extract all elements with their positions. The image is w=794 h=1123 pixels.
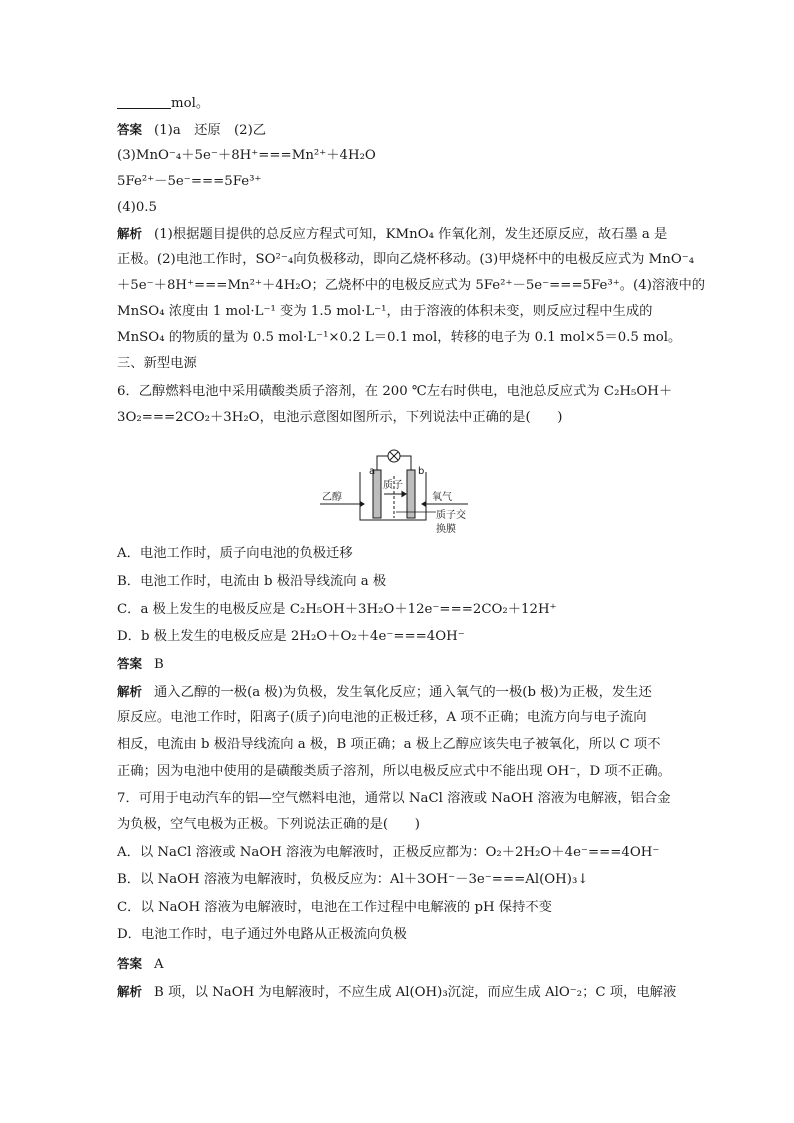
bulb-icon	[388, 450, 400, 462]
external-circuit	[377, 456, 411, 470]
question-7-stem: 7．可用于电动汽车的铝—空气燃料电池，通常以 NaCl 溶液或 NaOH 溶液为电解液，铝合金	[117, 791, 671, 806]
option-7d: D．电池工作时，电子通过外电路从正极流向负极	[117, 927, 407, 942]
answer-5-line-3: (3)MnO⁻₄＋5e⁻＋8H⁺===Mn²⁺＋4H₂O	[117, 148, 376, 163]
label-ethanol: 乙醇	[322, 492, 342, 503]
option-7c: C．以 NaOH 溶液为电解液时，电池在工作过程中电解液的 pH 保持不变	[117, 900, 552, 915]
question-7-stem: 为负极，空气电极为正极。下列说法正确的是( )	[117, 817, 420, 832]
analysis-5-line: 正极。(2)电池工作时，SO²⁻₄向负极移动，即向乙烧杯移动。(3)甲烧杯中的电极反应式为 MnO⁻₄	[117, 252, 695, 267]
answer-5: 答案 (1)a 还原 (2)乙	[117, 122, 267, 138]
analysis-5-line: MnSO₄ 的物质的量为 0.5 mol·L⁻¹×0.2 L＝0.1 mol，转移的电子为 0.1 mol×5＝0.5 mol。	[117, 330, 682, 345]
label-membrane-1: 质子交	[436, 510, 466, 521]
question-6-stem: 3O₂===2CO₂＋3H₂O，电池示意图如图所示，下列说法中正确的是( )	[117, 410, 563, 425]
option-6a: A．电池工作时，质子向电池的负极迁移	[117, 546, 353, 561]
analysis-5-line: ＋5e⁻＋8H⁺===Mn²⁺＋4H₂O；乙烧杯中的电极反应式为 5Fe²⁺－5e⁻===5Fe³⁺。(4)溶液中的	[117, 278, 706, 293]
proton-arrow	[384, 492, 406, 497]
analysis-6-line: 相反，电流由 b 极沿导线流向 a 极，B 项正确；a 极上乙醇应该失电子被氧化，所以 C 项不	[117, 737, 661, 752]
question-6-stem: 6．乙醇燃料电池中采用磺酸类质子溶剂，在 200 ℃左右时供电，电池总反应式为 C₂H₅OH＋	[117, 384, 673, 399]
fill-blank	[117, 94, 171, 109]
option-7a: A．以 NaCl 溶液或 NaOH 溶液为电解液时，正极反应都为：O₂＋2H₂O＋4e⁻===4OH⁻	[117, 845, 660, 860]
analysis-6-line: 正确；因为电池中使用的是磺酸类质子溶剂，所以电极反应式中不能出现 OH⁻，D 项不正确。	[117, 764, 671, 779]
option-6d: D．b 极上发生的电极反应是 2H₂O＋O₂＋4e⁻===4OH⁻	[117, 629, 465, 644]
answer-blank-line: mol。	[117, 94, 209, 114]
label-membrane-2: 换膜	[436, 524, 456, 535]
answer-7: 答案 A	[117, 956, 164, 972]
option-6b: B．电池工作时，电流由 b 极沿导线流向 a 极	[117, 574, 387, 589]
answer-5-line-4: (4)0.5	[117, 200, 157, 215]
electrode-b	[407, 470, 415, 518]
answer-6: 答案 B	[117, 656, 164, 672]
option-7b: B．以 NaOH 溶液为电解液时，负极反应为：Al＋3OH⁻－3e⁻===Al(OH)₃↓	[117, 872, 589, 887]
analysis-6-line: 原反应。电池工作时，阳离子(质子)向电池的正极迁移，A 项不正确；电流方向与电子流向	[117, 710, 647, 725]
label-b: b	[418, 466, 425, 477]
section-heading: 三、新型电源	[117, 356, 197, 371]
label-oxygen: 氧气	[432, 492, 452, 503]
option-6c: C．a 极上发生的电极反应是 C₂H₅OH＋3H₂O＋12e⁻===2CO₂＋12H⁺	[117, 602, 557, 617]
electrode-a	[373, 470, 381, 518]
analysis-6: 解析 通入乙醇的一极(a 极)为负极，发生氧化反应；通入氧气的一极(b 极)为正极，发生还	[117, 684, 652, 700]
label-a: a	[369, 466, 376, 477]
analysis-5-line: MnSO₄ 浓度由 1 mol·L⁻¹ 变为 1.5 mol·L⁻¹，由于溶液的体积未变，则反应过程中生成的	[117, 304, 653, 319]
analysis-7: 解析 B 项，以 NaOH 为电解液时，不应生成 Al(OH)₃沉淀，而应生成 AlO⁻₂；C 项，电解液	[117, 984, 677, 1000]
analysis-5: 解析 (1)根据题目提供的总反应方程式可知，KMnO₄ 作氧化剂，发生还原反应，故石墨 a 是	[117, 226, 668, 242]
fuel-cell-diagram	[318, 446, 502, 538]
label-proton: 质子	[383, 480, 403, 491]
answer-5-line-fe: 5Fe²⁺－5e⁻===5Fe³⁺	[117, 174, 262, 189]
